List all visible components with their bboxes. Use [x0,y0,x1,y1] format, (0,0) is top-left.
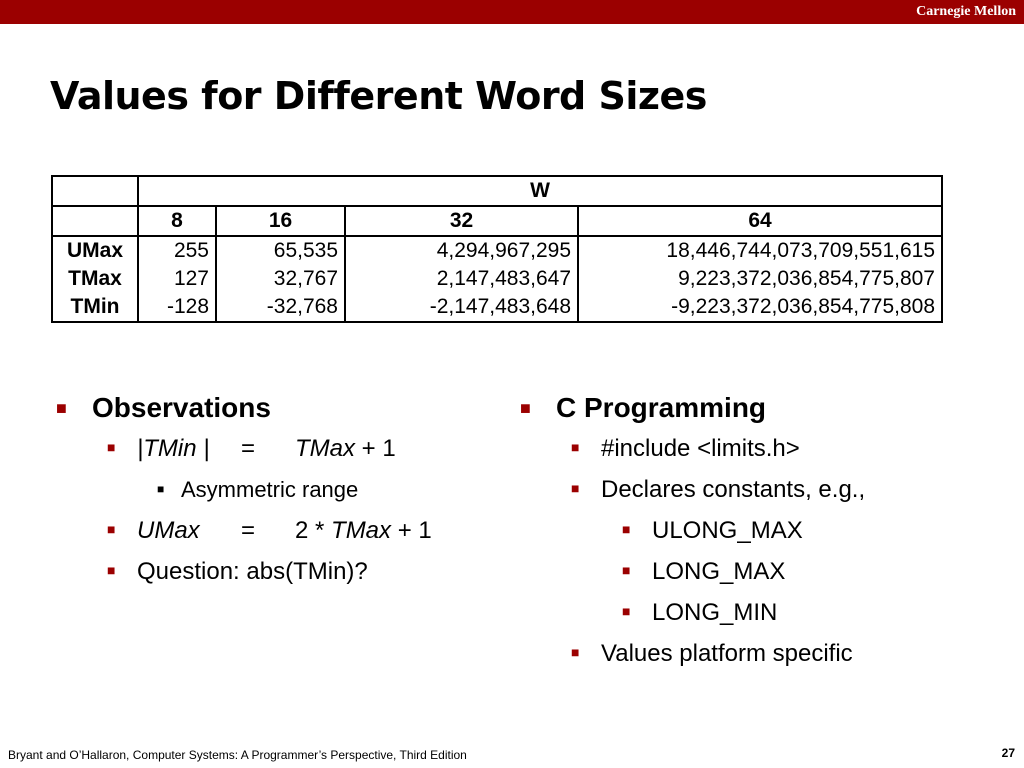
square-bullet-icon: ■ [622,603,631,619]
square-bullet-icon: ■ [107,521,116,537]
table-corner-cell [52,176,138,206]
footer-citation: Bryant and O’Hallaron, Computer Systems: A Programmer’s Perspective, Third Edition [8,748,467,762]
table-group-header: W [138,176,942,206]
row-header: TMin [52,293,138,322]
declares-label: Declares constants, e.g., [601,476,866,503]
slide-title: Values for Different Word Sizes [50,74,707,118]
platform-label: Values platform specific [601,640,853,667]
observations-heading: Observations [92,392,271,423]
square-bullet-icon: ■ [157,482,165,496]
column-header: 8 [138,206,216,236]
list-item [622,551,996,592]
list-item [622,592,996,633]
list-item [571,633,996,674]
list-item [107,428,472,469]
table-corner-cell [52,206,138,236]
column-header: 16 [216,206,345,236]
square-bullet-icon: ■ [571,644,580,660]
c-programming-heading: C Programming [556,392,767,423]
table-cell: 9,223,372,036,854,775,807 [578,265,942,293]
list-item [107,551,472,592]
brand-label: Carnegie Mellon [916,4,1016,19]
c-programming-list [520,388,996,674]
table-row [52,265,942,293]
table-cell: 18,446,744,073,709,551,615 [578,236,942,265]
constant-label: LONG_MIN [652,599,778,626]
row-header: UMax [52,236,138,265]
square-bullet-icon: ■ [107,439,116,455]
header-bar [0,0,1024,24]
observations-list [56,388,472,592]
list-item [571,428,996,469]
square-bullet-icon: ■ [520,398,531,418]
square-bullet-icon: ■ [622,521,631,537]
column-header: 64 [578,206,942,236]
list-item [157,469,472,510]
list-item [107,510,472,551]
constant-label: LONG_MAX [652,558,786,585]
list-item [622,510,996,551]
table-cell: 2,147,483,647 [345,265,578,293]
tmin-abs-term: |TMin | [137,435,210,462]
square-bullet-icon: ■ [56,398,67,418]
column-header: 32 [345,206,578,236]
constant-label: ULONG_MAX [652,517,803,544]
square-bullet-icon: ■ [571,439,580,455]
list-item [520,388,996,428]
tmax-term: TMax [331,517,392,544]
table-cell: 127 [138,265,216,293]
table-cell: 255 [138,236,216,265]
square-bullet-icon: ■ [571,480,580,496]
table-row [52,236,942,265]
plus-one: + 1 [355,435,396,462]
table-cell: -9,223,372,036,854,775,808 [578,293,942,322]
table-header-row [52,176,942,206]
table-row [52,293,942,322]
square-bullet-icon: ■ [622,562,631,578]
equals-sign: = [241,435,256,462]
table-cell: -32,768 [216,293,345,322]
table-cell: 4,294,967,295 [345,236,578,265]
two-times: 2 * [295,517,332,544]
table-column-row [52,206,942,236]
table-cell: -2,147,483,648 [345,293,578,322]
square-bullet-icon: ■ [107,562,116,578]
table-cell: -128 [138,293,216,322]
sub-item-label: Asymmetric range [181,477,359,502]
list-item [571,469,996,510]
row-header: TMax [52,265,138,293]
list-item [56,388,472,428]
table-cell: 65,535 [216,236,345,265]
equals-sign: = [241,517,256,544]
table-cell: 32,767 [216,265,345,293]
include-label: #include <limits.h> [601,435,800,462]
page-number: 27 [1001,746,1015,760]
tmax-term: TMax [295,435,355,462]
word-size-table [51,175,943,323]
umax-term: UMax [137,517,200,544]
plus-one: + 1 [391,517,432,544]
question-label: Question: abs(TMin)? [137,558,368,585]
